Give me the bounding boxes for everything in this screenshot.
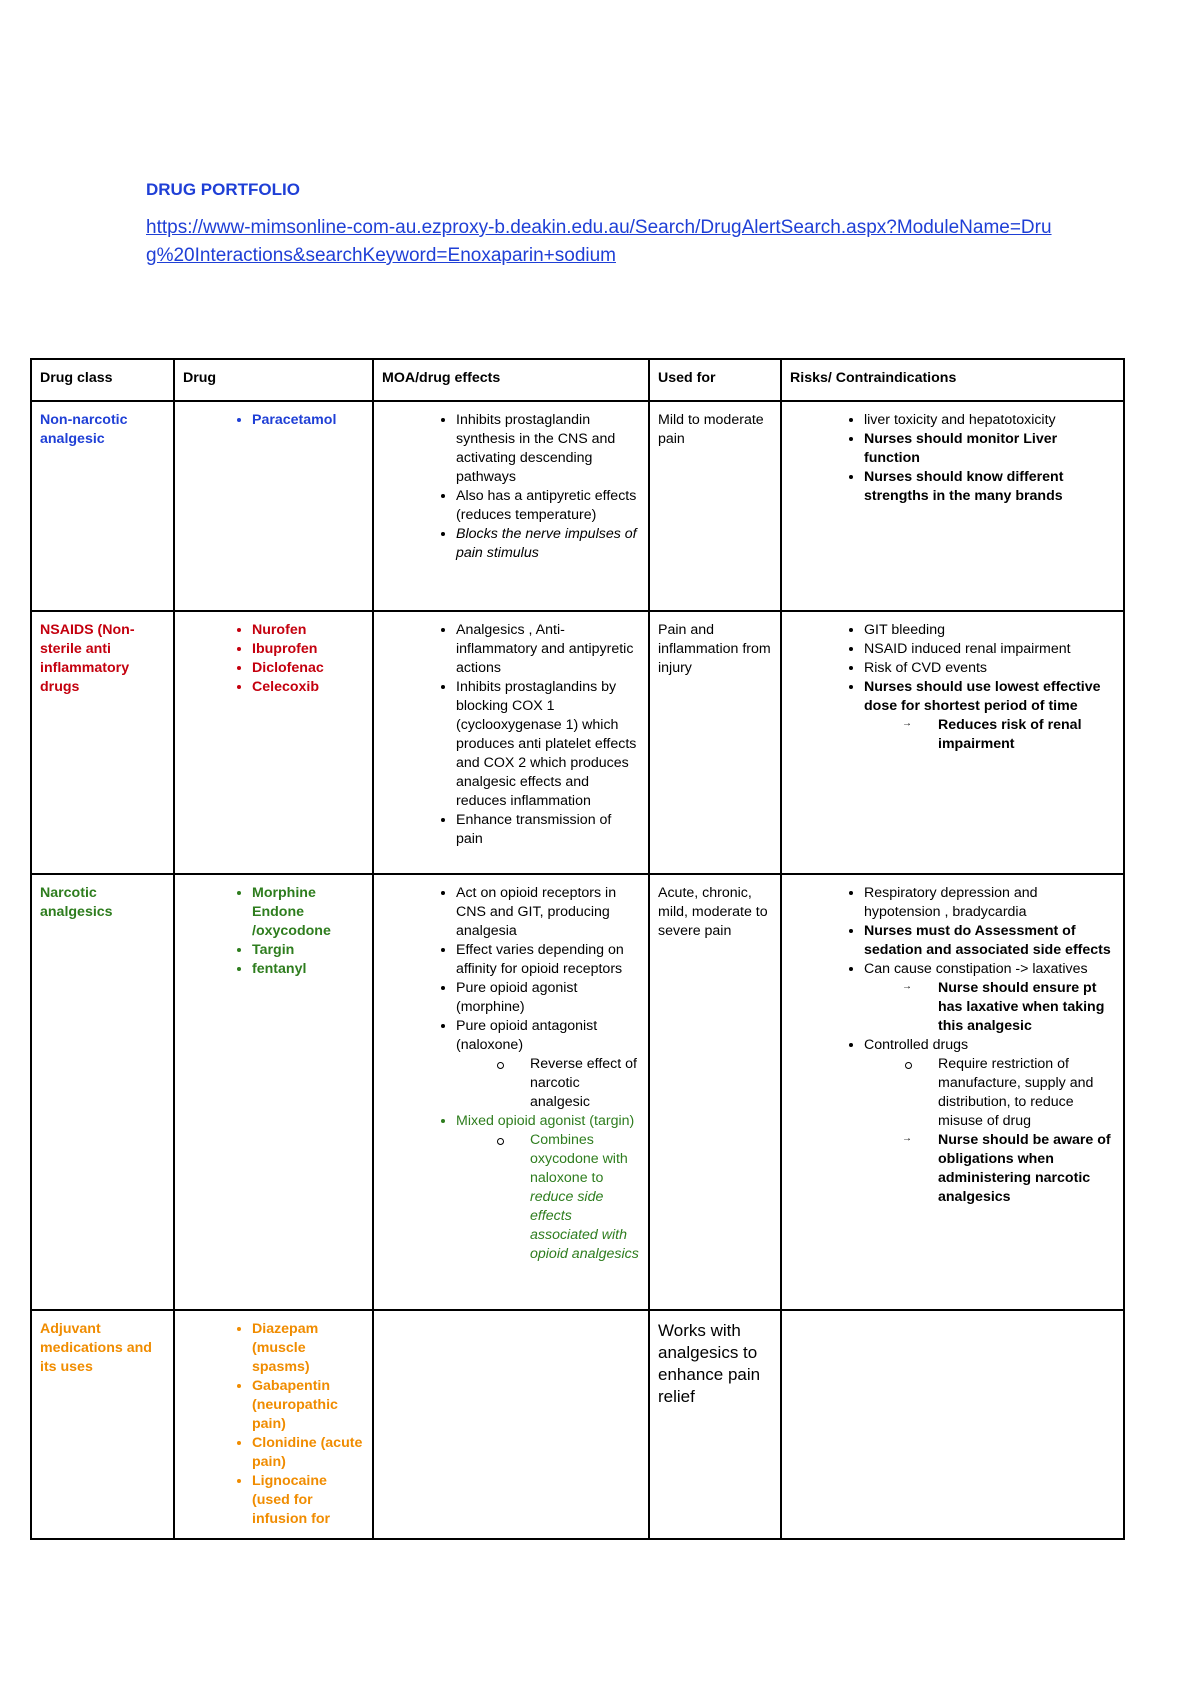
risks-cell bbox=[781, 874, 1124, 1310]
used-for-text: Mild to moderate pain bbox=[658, 412, 764, 447]
risk-item: • Nurses should monitor Liver function bbox=[864, 430, 1115, 468]
drug-cell bbox=[174, 874, 373, 1310]
risk-item-text: Can cause constipation -> laxatives bbox=[864, 961, 1088, 977]
drug-class-label: Narcotic analgesics bbox=[40, 885, 113, 920]
risk-item: • GIT bleeding bbox=[864, 621, 1115, 640]
risk-subitem: → Nurse should ensure pt has laxative when taking this analgesic bbox=[938, 979, 1115, 1036]
risk-sublist bbox=[864, 716, 1115, 754]
risk-item bbox=[864, 678, 1115, 754]
moa-item: • Act on opioid receptors in CNS and GIT, producing analgesia bbox=[456, 884, 640, 941]
drug-list bbox=[183, 411, 364, 430]
drug-class-label: NSAIDS (Non-sterile anti inflammatory drugs bbox=[40, 622, 135, 695]
moa-sublist bbox=[456, 1055, 640, 1112]
page-title: DRUG PORTFOLIO bbox=[146, 180, 300, 199]
risks-cell bbox=[781, 1310, 1124, 1539]
moa-item: • Blocks the nerve impulses of pain stimulus bbox=[456, 525, 640, 563]
risks-cell bbox=[781, 611, 1124, 874]
risk-item bbox=[864, 960, 1115, 1036]
moa-item bbox=[456, 1017, 640, 1112]
drug-cell bbox=[174, 611, 373, 874]
drug-item: • Diazepam (muscle spasms) bbox=[252, 1320, 364, 1377]
risk-item: • Respiratory depression and hypotension , bradycardia bbox=[864, 884, 1115, 922]
header-drug-class: Drug class bbox=[31, 359, 174, 401]
drug-item: • Clonidine (acute pain) bbox=[252, 1434, 364, 1472]
moa-list bbox=[382, 411, 640, 563]
risk-sublist bbox=[864, 1055, 1115, 1131]
risk-list bbox=[790, 621, 1115, 754]
header-moa: MOA/drug effects bbox=[373, 359, 649, 401]
moa-cell bbox=[373, 611, 649, 874]
drug-class-label: Adjuvant medications and its uses bbox=[40, 1321, 152, 1375]
risk-item: • NSAID induced renal impairment bbox=[864, 640, 1115, 659]
moa-sublist bbox=[456, 1131, 640, 1264]
moa-list bbox=[382, 884, 640, 1264]
drug-item: • Diclofenac bbox=[252, 659, 364, 678]
moa-item: • Also has a antipyretic effects (reduces temperature) bbox=[456, 487, 640, 525]
drug-list bbox=[183, 621, 364, 697]
drug-item: • Targin bbox=[252, 941, 364, 960]
drug-class-cell bbox=[31, 401, 174, 611]
drug-class-label: Non-narcotic analgesic bbox=[40, 412, 128, 447]
reference-link[interactable]: https://www-mimsonline-com-au.ezproxy-b.deakin.edu.au/Search/DrugAlertSearch.aspx?ModuleName=Drug%20Interactions&searchKeyword=Enoxaparin+sodium bbox=[146, 217, 1052, 266]
table-header-row bbox=[31, 359, 1124, 401]
moa-item-text: Mixed opioid agonist (targin) bbox=[456, 1113, 635, 1129]
risk-item: • Nurses should know different strengths in the many brands bbox=[864, 468, 1115, 506]
drug-item: • Celecoxib bbox=[252, 678, 364, 697]
table-row bbox=[31, 1310, 1124, 1539]
risk-item-text: Nurses should use lowest effective dose for shortest period of time bbox=[864, 679, 1101, 714]
drug-item: • Paracetamol bbox=[252, 411, 364, 430]
moa-cell bbox=[373, 1310, 649, 1539]
risk-item bbox=[864, 1036, 1115, 1207]
used-for-cell bbox=[649, 401, 781, 611]
moa-item: • Enhance transmission of pain bbox=[456, 811, 640, 849]
drug-class-cell bbox=[31, 874, 174, 1310]
drug-class-cell bbox=[31, 611, 174, 874]
risk-item: • liver toxicity and hepatotoxicity bbox=[864, 411, 1115, 430]
risk-item-text: Controlled drugs bbox=[864, 1037, 969, 1053]
moa-list bbox=[382, 621, 640, 849]
moa-item: • Effect varies depending on affinity for opioid receptors bbox=[456, 941, 640, 979]
drug-cell bbox=[174, 401, 373, 611]
moa-item-text: Pure opioid antagonist (naloxone) bbox=[456, 1018, 598, 1053]
risk-item: • Nurses must do Assessment of sedation and associated side effects bbox=[864, 922, 1115, 960]
drug-item: • Lignocaine (used for infusion for bbox=[252, 1472, 364, 1529]
used-for-text: Acute, chronic, mild, moderate to severe pain bbox=[658, 885, 768, 939]
risk-subitem: → Reduces risk of renal impairment bbox=[938, 716, 1115, 754]
drug-class-cell bbox=[31, 1310, 174, 1539]
moa-subitem-text: Combines oxycodone with naloxone to bbox=[530, 1132, 628, 1186]
moa-item: • Inhibits prostaglandin synthesis in the CNS and activating descending pathways bbox=[456, 411, 640, 487]
risks-cell bbox=[781, 401, 1124, 611]
risk-subitem: Require restriction of manufacture, supply and distribution, to reduce misuse of drug bbox=[938, 1055, 1115, 1131]
drug-item: • Nurofen bbox=[252, 621, 364, 640]
drug-portfolio-table bbox=[30, 358, 1125, 1540]
moa-item: • Inhibits prostaglandins by blocking COX 1 (cyclooxygenase 1) which produces anti platelet effects and COX 2 which produces analgesic effects and reduces inflammation bbox=[456, 678, 640, 811]
table-row bbox=[31, 401, 1124, 611]
risk-list bbox=[790, 884, 1115, 1207]
drug-item: • fentanyl bbox=[252, 960, 364, 979]
drug-list bbox=[183, 884, 364, 979]
moa-item: • Analgesics , Anti-inflammatory and antipyretic actions bbox=[456, 621, 640, 678]
used-for-text: Pain and inflammation from injury bbox=[658, 622, 771, 676]
moa-subitem-emphasis: reduce side effects associated with opioid analgesics bbox=[530, 1189, 639, 1262]
drug-item: • Gabapentin (neuropathic pain) bbox=[252, 1377, 364, 1434]
used-for-text: Works with analgesics to enhance pain relief bbox=[658, 1321, 761, 1406]
risk-item: • Risk of CVD events bbox=[864, 659, 1115, 678]
drug-item: • Morphine bbox=[252, 884, 364, 903]
table-row bbox=[31, 874, 1124, 1310]
drug-cell bbox=[174, 1310, 373, 1539]
moa-subitem bbox=[530, 1131, 640, 1264]
drug-item: Endone /oxycodone bbox=[252, 904, 331, 939]
moa-cell bbox=[373, 401, 649, 611]
drug-item: • Ibuprofen bbox=[252, 640, 364, 659]
table-row bbox=[31, 611, 1124, 874]
header-risks: Risks/ Contraindications bbox=[781, 359, 1124, 401]
used-for-cell bbox=[649, 611, 781, 874]
moa-subitem: Reverse effect of narcotic analgesic bbox=[530, 1055, 640, 1112]
risk-sublist bbox=[864, 979, 1115, 1036]
moa-item bbox=[456, 1112, 640, 1264]
used-for-cell bbox=[649, 874, 781, 1310]
risk-subitem: → Nurse should be aware of obligations when administering narcotic analgesics bbox=[938, 1131, 1115, 1207]
header-drug: Drug bbox=[174, 359, 373, 401]
drug-list bbox=[183, 1320, 364, 1529]
moa-cell bbox=[373, 874, 649, 1310]
header-used-for: Used for bbox=[649, 359, 781, 401]
used-for-cell bbox=[649, 1310, 781, 1539]
risk-sublist bbox=[864, 1131, 1115, 1207]
moa-item: • Pure opioid agonist (morphine) bbox=[456, 979, 640, 1017]
risk-list bbox=[790, 411, 1115, 506]
